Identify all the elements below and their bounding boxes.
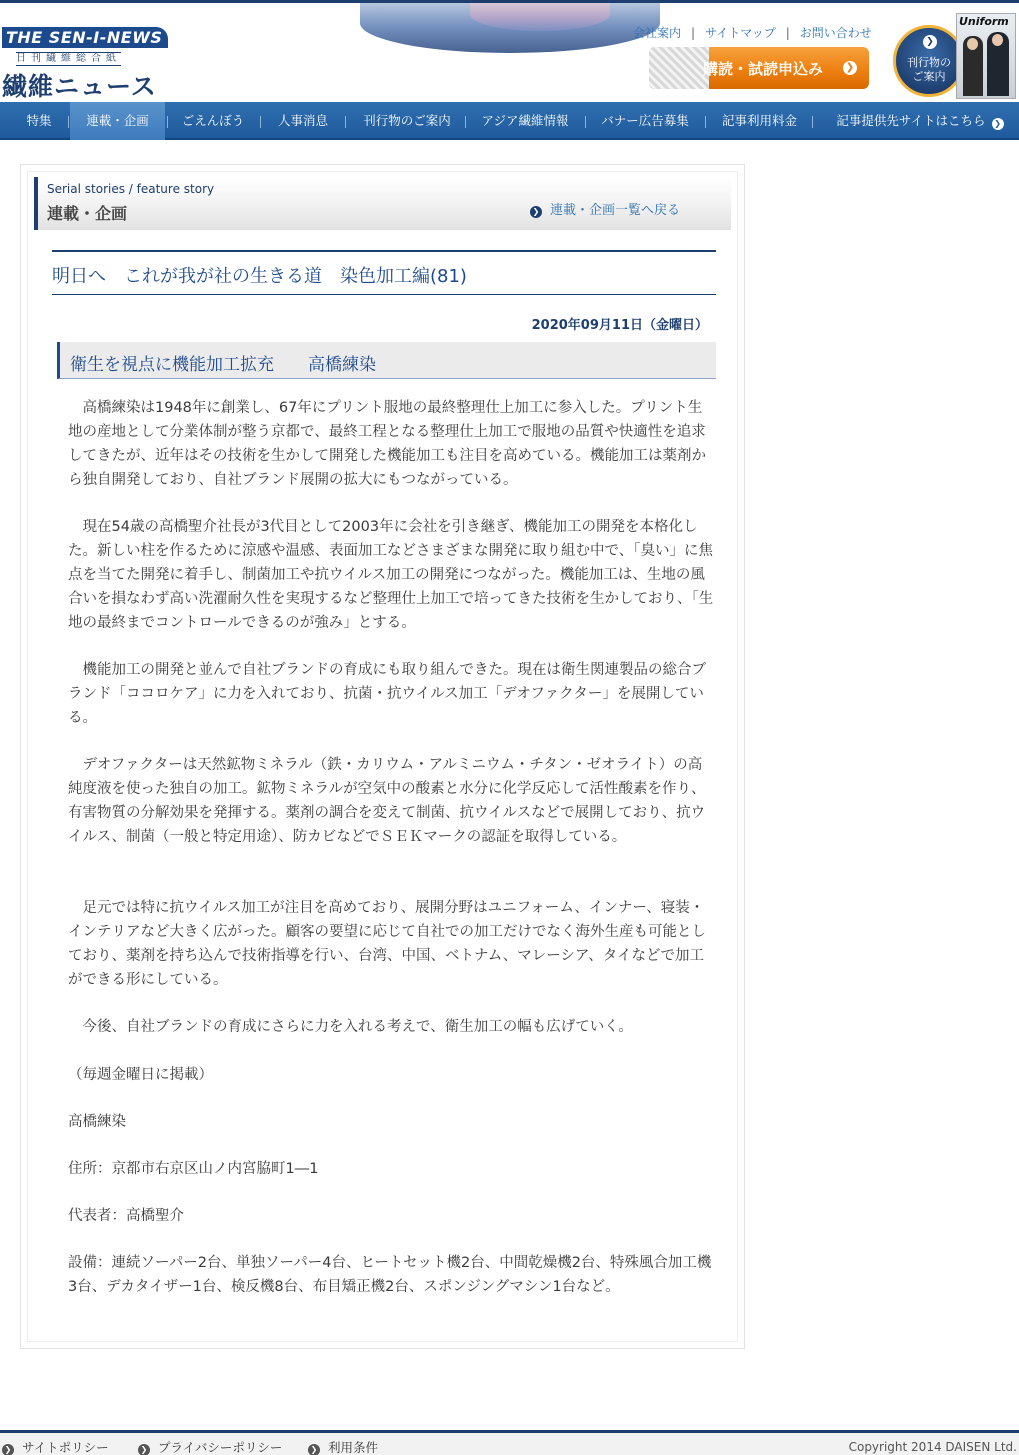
top-links (633, 24, 872, 41)
contact-link[interactable]: お問い合わせ (799, 26, 872, 40)
publications-button-label: 刊行物の ご案内 (907, 56, 951, 83)
nav-separator (705, 116, 706, 128)
privacy-policy-label: プライバシーポリシー (158, 1440, 283, 1455)
terms-of-use-label: 利用条件 (328, 1440, 379, 1455)
company-equipment: 設備：連続ソーパー2台、単独ソーパー4台、ヒートセット機2台、中間乾燥機2台、特殊風合加工機3台、デカタイザー1台、検反機8台、布目矯正機2台、スポンジングマシン1台など。 (68, 1255, 712, 1295)
article-subheading-bar (57, 342, 716, 379)
magazine-figure-face (992, 34, 1003, 46)
company-name: 高橋練染 (68, 1114, 126, 1130)
nav-item-publications[interactable]: 刊行物のご案内 (363, 113, 451, 128)
logo-subtitle: 日刊繊維総合紙 (16, 53, 121, 64)
site-logo[interactable] (2, 13, 182, 101)
article-title-bar (52, 250, 716, 295)
article-subheading: 衛生を視点に機能加工拡充 高橋練染 (70, 355, 376, 375)
nav-item-features[interactable]: 特集 (26, 113, 52, 128)
magazine-cover-image[interactable] (956, 13, 1016, 99)
publications-button[interactable] (893, 25, 965, 97)
nav-item-article-fees[interactable]: 記事利用料金 (721, 113, 797, 128)
article-paragraph: 機能加工の開発と並んで自社ブランドの育成にも取り組んできた。現在は衛生関連製品の総合ブランド「ココロケア」に力を入れており、抗菌・抗ウイルス加工「デオファクター」を展開している。 (68, 662, 706, 726)
arrow-circle-icon: ❯ (530, 206, 542, 218)
article-paragraph: 今後、自社ブランドの育成にさらに力を入れる考えで、衛生加工の幅も広げていく。 (82, 1019, 633, 1035)
subscribe-button-pattern (649, 47, 709, 89)
arrow-circle-icon: ❯ (308, 1444, 320, 1455)
article-paragraph: デオファクターは天然鉱物ミネラル（鉄・カリウム・アルミニウム・チタン・ゼオライト）の高純度液を使った独自の加工。鉱物ミネラルが空気中の酸素と水分に化学反応して活性酸素を作り、有害物質の分解効果を発揮する。薬剤の調合を変えて制菌、抗ウイルスなどで展開しており、抗ウイルス、制菌（一般と特定用途）、防カビなどでＳＥＫマークの認証を取得している。 (68, 757, 706, 845)
arrow-circle-icon: ❯ (138, 1444, 150, 1455)
article-date: 2020年09月11日（金曜日） (531, 318, 708, 333)
magazine-title: Uniform (959, 15, 1009, 28)
site-header (0, 3, 1019, 102)
logo-japanese: 繊維ニュース (2, 72, 157, 101)
company-representative: 代表者：高橋聖介 (68, 1208, 184, 1224)
nav-separator (68, 116, 69, 128)
nav-item-banner-ads[interactable]: バナー広告募集 (601, 113, 689, 128)
subscribe-button[interactable] (649, 47, 869, 89)
nav-item-serials[interactable]: 連載・企画 (70, 102, 165, 140)
magazine-figure-face (967, 38, 978, 50)
nav-separator (260, 116, 261, 128)
link-separator: | (785, 26, 790, 40)
section-title-english: Serial stories / feature story (47, 182, 215, 196)
article-paragraph: 足元では特に抗ウイルス加工が注目を高めており、展開分野はユニフォーム、インナー、寝装・インテリアなど大きく広がった。顧客の要望に応じて自社での加工だけでなく海外生産も可能としており、薬剤を持ち込んで技術指導を行い、台湾、中国、ベトナム、マレーシア、タイなどで加工ができる形にしている。 (68, 900, 706, 988)
site-footer (0, 1430, 1019, 1455)
nav-item-partner-sites-label: 記事提供先サイトはこちら (836, 113, 986, 128)
nav-item-goenbou[interactable]: ごえんぼう (181, 113, 245, 128)
nav-separator (585, 116, 586, 128)
nav-item-partner-sites[interactable] (830, 102, 1010, 140)
nav-separator (345, 116, 346, 128)
subscribe-button-label: 購読・試読申込み (703, 60, 824, 78)
back-to-list-label: 連載・企画一覧へ戻る (550, 203, 681, 218)
company-address: 住所：京都市右京区山ノ内宮脇町1―1 (68, 1161, 319, 1177)
company-info-link[interactable]: 会社案内 (633, 26, 682, 40)
arrow-circle-icon: ❯ (843, 61, 857, 75)
arrow-circle-icon: ❯ (992, 118, 1004, 130)
nav-item-personnel[interactable]: 人事消息 (277, 113, 328, 128)
nav-item-asia-textile[interactable]: アジア繊維情報 (481, 113, 569, 128)
sitemap-link[interactable]: サイトマップ (705, 26, 776, 40)
publication-note: （毎週金曜日に掲載） (68, 1067, 213, 1083)
copyright: Copyright 2014 DAISEN Ltd. (848, 1440, 1017, 1454)
article-title: 明日へ これが我が社の生きる道 染色加工編(81) (52, 266, 467, 287)
terms-of-use-link[interactable] (308, 1438, 378, 1455)
site-policy-link[interactable] (2, 1438, 109, 1455)
nav-separator (465, 116, 466, 128)
article-paragraph: 現在54歳の高橋聖介社長が3代目として2003年に会社を引き継ぎ、機能加工の開発を本格化した。新しい柱を作るために涼感や温感、表面加工などさまざまな開発に取り組む中で、「臭い」に焦点を当てた開発に着手し、制菌加工や抗ウイルス加工の開発につながった。機能加工は、生地の風合いを損なわず高い洗濯耐久性を実現するなど整理仕上加工で培ってきた技術を生かしており、「生地の最終までコントロールできるのが強み」とする。 (68, 519, 714, 631)
privacy-policy-link[interactable] (138, 1438, 282, 1455)
arrow-circle-icon: ❯ (2, 1444, 14, 1455)
main-nav (0, 102, 1019, 140)
arrow-circle-icon: ❯ (923, 35, 937, 49)
logo-english: THE SEN-I-NEWS (2, 27, 168, 48)
nav-separator (812, 116, 813, 128)
nav-separator (167, 116, 168, 128)
article-paragraph: 高橋練染は1948年に創業し、67年にプリント服地の最終整理仕上加工に参入した。プリント生地の産地として分業体制が整う京都で、最終工程となる整理仕上加工で服地の品質や快適性を追求してきたが、近年はその技術を生かして開発した機能加工も注目を高めている。機能加工は薬剤から独自開発しており、自社ブランド展開の拡大にもつながっている。 (68, 400, 706, 488)
link-separator: | (691, 26, 696, 40)
section-title: 連載・企画 (47, 204, 128, 223)
site-policy-label: サイトポリシー (22, 1440, 109, 1455)
back-to-list-link[interactable] (530, 199, 680, 218)
